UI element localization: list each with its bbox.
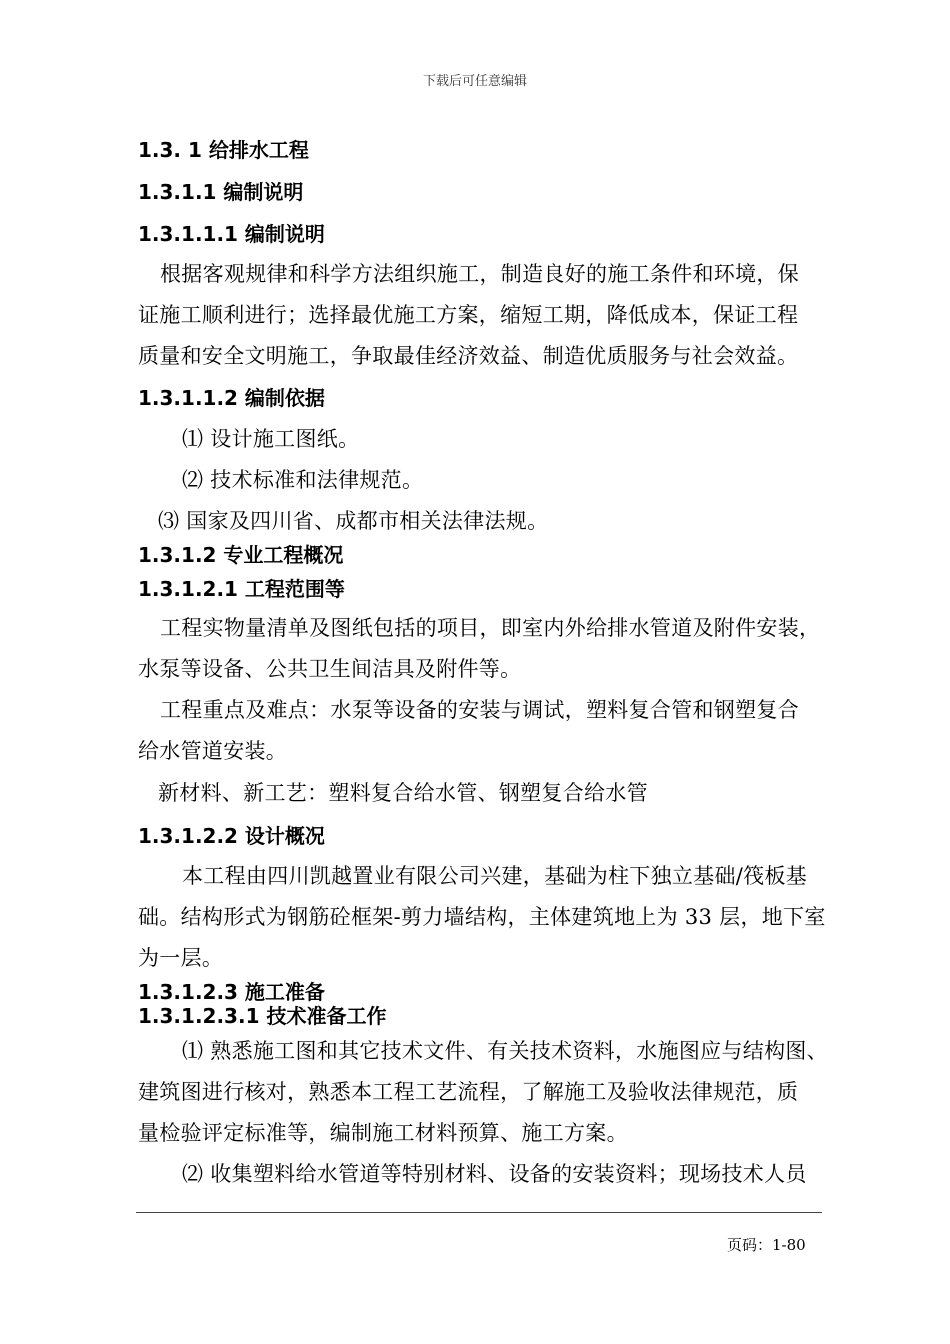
heading-1-3-1-1-1: 1.3.1.1.1 编制说明	[138, 222, 325, 246]
list-item: ⑴ 设计施工图纸。	[182, 427, 360, 451]
paragraph-line: 质量和安全文明施工，争取最佳经济效益、制造优质服务与社会效益。	[138, 344, 799, 368]
paragraph-line: 新材料、新工艺：塑料复合给水管、钢塑复合给水管	[158, 781, 648, 805]
paragraph-line: 证施工顺利进行；选择最优施工方案，缩短工期，降低成本，保证工程	[138, 303, 799, 327]
list-item: ⑶ 国家及四川省、成都市相关法律法规。	[158, 509, 549, 533]
paragraph-line: 水泵等设备、公共卫生间洁具及附件等。	[138, 657, 522, 681]
list-item: ⑵ 技术标准和法律规范。	[182, 468, 424, 492]
heading-1-3-1-2-3-1: 1.3.1.2.3.1 技术准备工作	[138, 1004, 387, 1028]
heading-1-3-1-2-1: 1.3.1.2.1 工程范围等	[138, 577, 345, 601]
paragraph-line: 给水管道安装。	[138, 739, 288, 763]
page-number: 页码：1-80	[727, 1236, 806, 1254]
footer-divider	[136, 1212, 822, 1213]
paragraph-line: 根据客观规律和科学方法组织施工，制造良好的施工条件和环境，保	[160, 262, 799, 286]
paragraph-line: ⑴ 熟悉施工图和其它技术文件、有关技术资料，水施图应与结构图、	[182, 1039, 828, 1063]
paragraph-line: 工程重点及难点：水泵等设备的安装与调试，塑料复合管和钢塑复合	[160, 698, 799, 722]
paragraph-line: ⑵ 收集塑料给水管道等特别材料、设备的安装资料；现场技术人员	[182, 1162, 807, 1186]
heading-1-3-1-2-3: 1.3.1.2.3 施工准备	[138, 980, 325, 1004]
heading-1-3-1-1-2: 1.3.1.1.2 编制依据	[138, 386, 325, 410]
paragraph-line: 量检验评定标准等，编制施工材料预算、施工方案。	[138, 1121, 628, 1145]
page-header: 下载后可任意编辑	[422, 74, 527, 89]
paragraph-line: 工程实物量清单及图纸包括的项目，即室内外给排水管道及附件安装，	[160, 616, 821, 640]
paragraph-line: 本工程由四川凯越置业有限公司兴建，基础为柱下独立基础/筏板基	[182, 864, 808, 888]
heading-1-3-1-1: 1.3.1.1 编制说明	[138, 180, 304, 204]
paragraph-line: 建筑图进行核对，熟悉本工程工艺流程，了解施工及验收法律规范，质	[138, 1080, 799, 1104]
heading-1-3-1-2: 1.3.1.2 专业工程概况	[138, 543, 344, 567]
heading-1-3-1: 1.3. 1 给排水工程	[138, 138, 309, 162]
paragraph-line: 础。结构形式为钢筋砼框架-剪力墙结构，主体建筑地上为 33 层，地下室	[138, 905, 826, 929]
heading-1-3-1-2-2: 1.3.1.2.2 设计概况	[138, 824, 325, 848]
paragraph-line: 为一层。	[138, 946, 224, 970]
